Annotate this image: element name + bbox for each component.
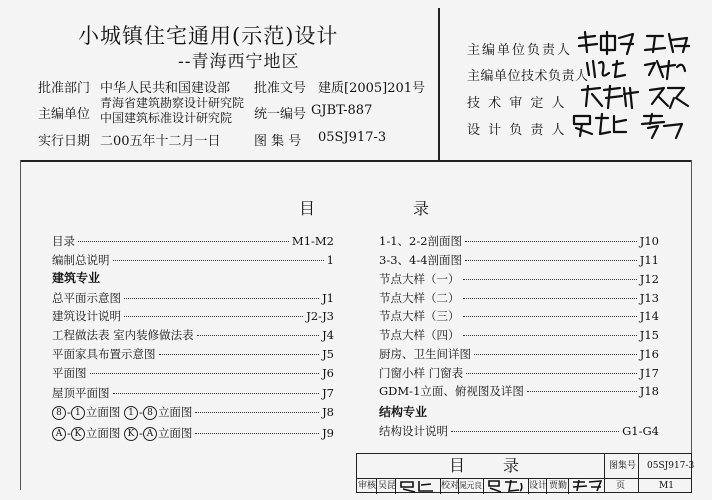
toc-entry[interactable]	[379, 270, 659, 288]
toc-entry-text: 立面图	[157, 426, 193, 440]
toc-entry-label: A - K 立面图 K - A 立面图	[52, 424, 192, 442]
toc-entry-label: 平面家具布置示意图	[52, 347, 156, 361]
toc-entry-label: 节点大样（四）	[379, 328, 460, 342]
toc-entry-label: 目录	[52, 234, 75, 248]
editor-unit-line1: 青海省建筑勘察设计研究院	[100, 96, 245, 110]
signature-design-lead	[572, 112, 692, 142]
toc-entry-label: 编制总说明	[52, 253, 110, 267]
axis-circle: 1	[71, 406, 85, 420]
toc-entry-page: J15	[639, 328, 659, 342]
atlas-title: 小城镇住宅通用(示范)设计	[78, 24, 339, 48]
title-block-heading-left: 目	[449, 456, 466, 475]
reviewer-signature	[399, 479, 437, 493]
leader-dots	[463, 335, 637, 336]
approve-dept-value: 中华人民共和国建设部	[100, 81, 231, 96]
toc-heading-left: 目	[299, 199, 318, 218]
title-block-col-divider	[638, 454, 639, 492]
toc-entry-page: M1-M2	[291, 234, 334, 248]
toc-entry-label: 节点大样（三）	[379, 309, 460, 323]
reviewer-name: 吴昆	[378, 481, 397, 491]
leader-dots	[159, 354, 320, 355]
toc-entry[interactable]	[379, 422, 659, 440]
review-label: 审核	[358, 481, 377, 491]
toc-entry[interactable]	[52, 403, 334, 421]
toc-entry-page: J11	[639, 253, 659, 267]
toc-entry[interactable]	[379, 326, 659, 344]
toc-entry-label: 节点大样（一）	[379, 272, 460, 286]
toc-entry[interactable]	[52, 251, 334, 269]
toc-entry-label: 建筑设计说明	[52, 309, 121, 323]
toc-entry-page: J16	[639, 347, 659, 361]
axis-circle: 8	[143, 406, 157, 420]
designer-signature	[571, 479, 603, 493]
leader-dots	[113, 393, 320, 394]
title-block-cell-divider	[483, 478, 484, 494]
toc-entry-label: 总平面示意图	[52, 291, 121, 305]
toc-section-structure: 结构专业	[379, 405, 428, 419]
toc-entry-label: 结构设计说明	[379, 424, 448, 438]
signature-tech-approver	[580, 84, 692, 112]
header-divider	[20, 160, 692, 162]
checker-name: 晁元良	[459, 481, 482, 490]
title-block-cell-divider	[376, 478, 377, 494]
impl-date-value: 二00五年十二月一日	[100, 134, 221, 149]
editor-unit-label: 主编单位	[38, 107, 91, 122]
toc-entry[interactable]	[52, 307, 334, 325]
role-chief-editor: 主编单位负责人	[467, 43, 573, 58]
toc-entry[interactable]	[52, 326, 334, 344]
toc-entry-page: J4	[322, 328, 334, 342]
toc-entry[interactable]	[52, 345, 334, 363]
leader-dots	[195, 412, 319, 413]
title-block-heading-right: 录	[503, 456, 520, 475]
toc-entry[interactable]	[379, 364, 659, 382]
toc-entry-page: J6	[322, 366, 334, 380]
leader-dots	[124, 316, 303, 317]
axis-circle: K	[124, 427, 138, 441]
role-tech-approver: 技 术 审 定 人	[467, 96, 567, 111]
toc-entry[interactable]	[379, 382, 659, 400]
toc-entry-text: 立面图	[85, 426, 121, 440]
toc-entry[interactable]	[379, 289, 659, 307]
leader-dots	[197, 335, 319, 336]
toc-entry[interactable]	[52, 424, 334, 442]
toc-entry-page: J13	[639, 291, 659, 305]
impl-date-label: 实行日期	[38, 134, 91, 149]
leader-dots	[463, 316, 637, 317]
axis-circle: A	[52, 427, 66, 441]
toc-section-architecture: 建筑专业	[52, 271, 101, 285]
title-block	[356, 453, 695, 493]
page-value: M1	[659, 481, 674, 491]
toc-entry-page: J12	[639, 272, 659, 286]
approve-doc-label: 批准文号	[254, 81, 307, 96]
toc-entry[interactable]	[52, 364, 334, 382]
toc-entry-page: 1	[326, 253, 334, 267]
toc-entry-label: 3-3、4-4剖面图	[379, 253, 463, 267]
atlas-no-cell-label: 图集号	[609, 461, 637, 471]
toc-entry-label: 节点大样（二）	[379, 291, 460, 305]
leader-dots	[78, 241, 289, 242]
toc-entry-label: 门窗小样 门窗表	[379, 366, 464, 380]
leader-dots	[474, 354, 637, 355]
toc-entry-page: J17	[639, 366, 659, 380]
check-label: 校对	[441, 481, 460, 491]
axis-circle: 1	[124, 406, 138, 420]
axis-circle: 8	[52, 406, 66, 420]
atlas-no-value: 05SJ917-3	[318, 130, 387, 145]
axis-circle: A	[143, 427, 157, 441]
toc-entry[interactable]	[52, 384, 334, 402]
toc-entry-label: 工程做法表 室内装修做法表	[52, 328, 194, 342]
leader-dots	[465, 241, 637, 242]
atlas-no-label: 图 集 号	[254, 134, 302, 149]
toc-entry-page: J9	[322, 426, 334, 440]
page-label: 页	[616, 481, 626, 491]
designer-name: 贾勤	[549, 481, 568, 491]
toc-entry-label: 8 - 1 立面图 1 - 8 立面图	[52, 403, 192, 421]
toc-entry-text: 立面图	[157, 405, 193, 419]
toc-entry-label: 平面图	[52, 366, 87, 380]
leader-dots	[90, 373, 320, 374]
frame-left	[20, 160, 21, 490]
toc-entry-page: J14	[639, 309, 659, 323]
title-block-col-divider	[604, 454, 605, 492]
toc-entry-label: 屋顶平面图	[52, 386, 110, 400]
approve-dept-label: 批准部门	[38, 81, 91, 96]
toc-entry[interactable]	[379, 232, 659, 250]
role-design-lead: 设 计 负 责 人	[467, 123, 567, 138]
design-label: 设计	[529, 481, 548, 491]
toc-entry-page: J10	[639, 234, 659, 248]
toc-entry-page: J18	[639, 384, 659, 398]
leader-dots	[466, 373, 637, 374]
axis-circle: K	[71, 427, 85, 441]
leader-dots	[195, 433, 319, 434]
toc-entry-page: J7	[322, 386, 334, 400]
editor-unit-line2: 中国建筑标准设计研究院	[100, 111, 233, 125]
signature-chief-editor	[575, 30, 695, 58]
title-block-cell-divider	[568, 478, 569, 494]
leader-dots	[113, 260, 324, 261]
unified-no-label: 统一编号	[254, 107, 307, 122]
leader-dots	[463, 298, 637, 299]
toc-heading-right: 录	[413, 199, 432, 218]
toc-entry-label: GDM-1立面、俯视图及详图	[379, 384, 524, 398]
atlas-subtitle: --青海西宁地区	[178, 52, 300, 72]
toc-entry[interactable]	[52, 232, 334, 250]
leader-dots	[451, 431, 619, 432]
leader-dots	[465, 260, 637, 261]
signature-chief-tech	[583, 57, 693, 83]
unified-no-value: GJBT-887	[311, 103, 373, 118]
approve-doc-value: 建质[2005]201号	[318, 81, 426, 96]
toc-entry-label: 1-1、2-2剖面图	[379, 234, 463, 248]
checker-signature	[487, 479, 525, 493]
frame-right	[691, 160, 692, 490]
toc-entry-page: J1	[322, 291, 334, 305]
leader-dots	[527, 391, 637, 392]
toc-entry[interactable]	[379, 307, 659, 325]
atlas-no-cell-value: 05SJ917-3	[647, 461, 695, 471]
toc-entry-text: 立面图	[85, 405, 121, 419]
toc-entry-page: J8	[322, 405, 334, 419]
toc-entry[interactable]	[379, 345, 659, 363]
header-vertical-divider	[438, 8, 440, 160]
toc-entry-label: 厨房、卫生间详图	[379, 347, 471, 361]
role-chief-tech: 主编单位技术负责人	[467, 69, 589, 84]
leader-dots	[463, 279, 637, 280]
leader-dots	[124, 298, 319, 299]
toc-entry[interactable]	[379, 251, 659, 269]
toc-entry-page: J2-J3	[306, 309, 334, 323]
toc-entry-page: J5	[322, 347, 334, 361]
toc-entry[interactable]	[52, 289, 334, 307]
toc-entry-page: G1-G4	[622, 424, 659, 438]
